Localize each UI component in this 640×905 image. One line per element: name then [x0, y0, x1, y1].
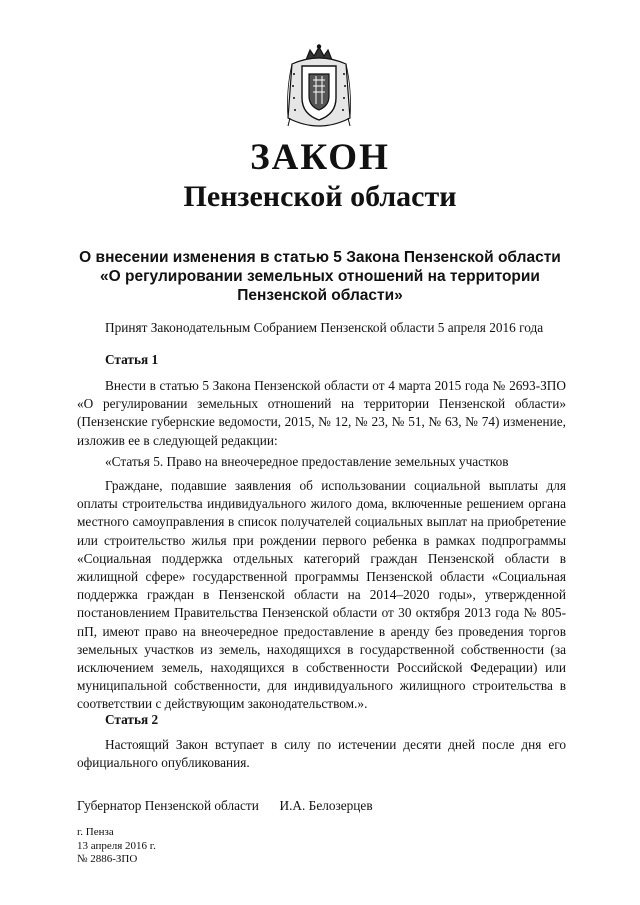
subject-line: Пензенской области» — [237, 287, 403, 304]
footer-city: г. Пенза — [77, 826, 114, 838]
adoption-note: Принят Законодательным Собранием Пензенской области 5 апреля 2016 года — [105, 320, 544, 335]
article-1-intro: Внести в статью 5 Закона Пензенской области от 4 марта 2015 года № 2693-ЗПО «О регулировании земельных отношений на территории Пензенской области» (Пензенские губернские ведомости, 2015, № 12, № 23, № 51, № 63, № 74) изменение, изложив ее в следующей редакции: — [77, 378, 566, 448]
signature-block — [77, 797, 566, 815]
article-1-heading: Статья 1 — [105, 352, 159, 367]
law-subject — [70, 248, 570, 305]
article-2-heading: Статья 2 — [105, 712, 159, 727]
subject-line: О внесении изменения в статью 5 Закона Пензенской области — [79, 249, 561, 266]
article-2-body: Настоящий Закон вступает в силу по истечении десяти дней после дня его официального опубликования. — [77, 737, 566, 771]
signatory-name: И.А. Белозерцев — [279, 798, 373, 813]
coat-of-arms-emblem — [282, 44, 356, 130]
article-5-quote-body: Граждане, подавшие заявления об использовании социальной выплаты для оплаты строительства индивидуального жилого дома, включенные решением органа местного самоуправления в список получателей социальных выплат на приобретение или строительство жилья при рождении первого ребенка в рамках подпрограммы «Социальная поддержка отдельных категорий граждан Пензенской области в жилищной сфере» государственной программы Пензенской области «Социальная поддержка граждан в Пензенской области на 2014–2020 годы», утвержденной постановлением Правительства Пензенской области от 30 октября 2013 года № 805-пП, имеют право на внеочередное предоставление в аренду без проведения торгов земельных участков из земель, находящихся в государственной собственности (за исключением земель, находящихся в собственности Российской Федерации) или муниципальной собственности, для индивидуального жилищного строительства в соответствии с действующим законодательством.». — [77, 478, 566, 712]
subject-line: «О регулировании земельных отношений на территории — [100, 268, 540, 285]
article-5-quote-title: «Статья 5. Право на внеочередное предоставление земельных участков — [105, 454, 509, 469]
document-footer — [77, 826, 277, 867]
law-title: ЗАКОН — [250, 137, 390, 178]
signatory-position: Губернатор Пензенской области — [77, 798, 259, 813]
law-region: Пензенской области — [183, 180, 457, 213]
footer-date: 13 апреля 2016 г. — [77, 839, 156, 852]
footer-number: № 2886-ЗПО — [77, 853, 138, 865]
